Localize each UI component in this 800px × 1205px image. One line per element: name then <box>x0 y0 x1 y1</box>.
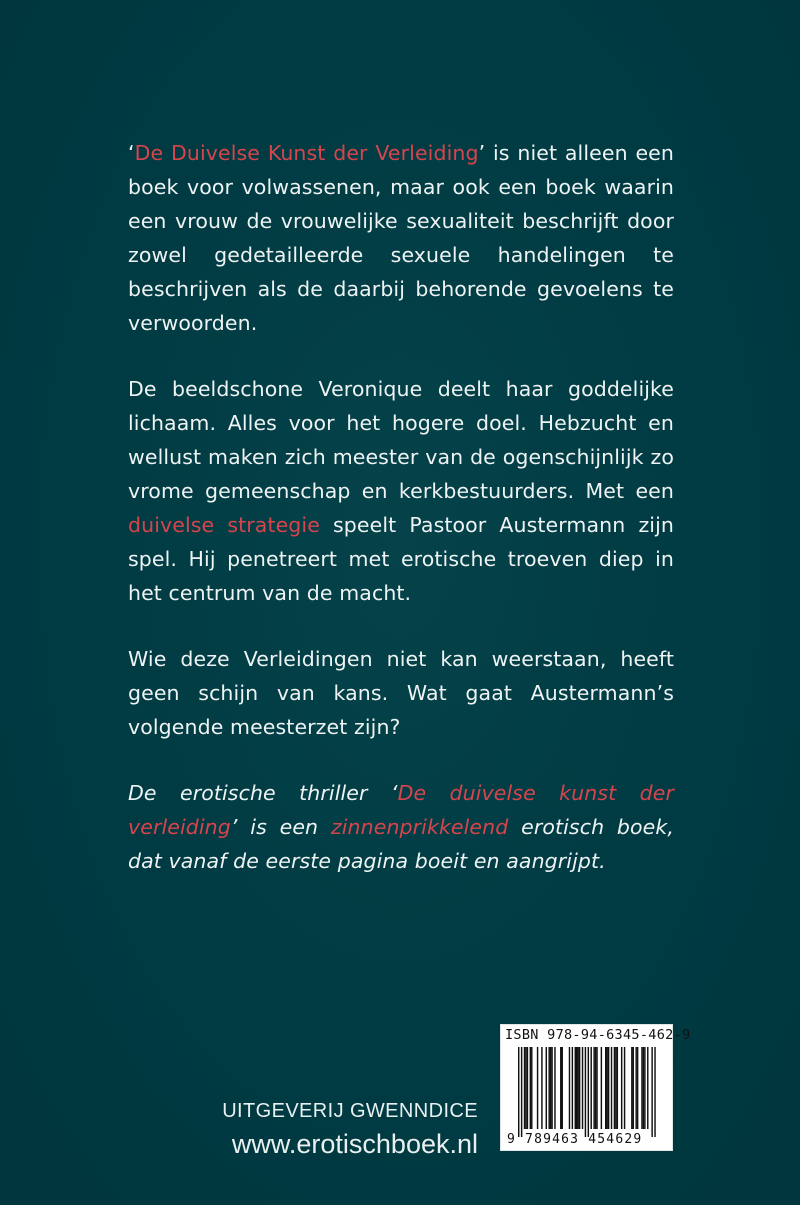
barcode-bar <box>575 1047 576 1129</box>
barcode-bar <box>560 1047 561 1129</box>
book-title-highlight: De Duivelse Kunst der Verleiding <box>134 141 479 165</box>
barcode-bar <box>554 1047 555 1129</box>
barcode-bar <box>647 1047 648 1129</box>
barcode-bar <box>569 1047 570 1129</box>
barcode-bar <box>644 1047 645 1129</box>
zinnenprikkelend-highlight: zinnenprikkelend <box>330 815 509 839</box>
barcode-bar <box>615 1047 616 1129</box>
ean-digits: 9 789463 454629 <box>507 1132 643 1147</box>
blurb-paragraph-2 <box>128 372 674 610</box>
barcode-bar <box>521 1047 522 1137</box>
barcode-bar <box>576 1047 577 1129</box>
barcode-bar <box>524 1047 525 1129</box>
paragraph-1-text: is niet alleen een boek voor volwassenen, maar ook een boek waarin een vrouw de vrouwelijke sexualiteit beschrijft door zowel gedetailleerde sexuele handelingen te beschrijven als de daarbij behorende gevoelens te verwoorden. <box>128 141 674 335</box>
barcode-bar <box>527 1047 528 1129</box>
barcode-bar <box>601 1047 602 1129</box>
barcode-bar <box>624 1047 625 1129</box>
barcode-bar <box>596 1047 597 1129</box>
barcode-bar <box>631 1047 632 1129</box>
blurb-text <box>128 136 674 910</box>
paragraph-2-before: De beeldschone Veronique deelt haar goddelijke lichaam. Alles voor het hogere doel. Hebzucht en wellust maken zich meester van de ogenschijnlijk zo vrome gemeenschap en kerkbestuurders. Met een <box>128 377 674 503</box>
barcode-bar <box>582 1047 583 1129</box>
blurb-paragraph-1 <box>128 136 674 340</box>
barcode-bar <box>606 1047 607 1129</box>
publisher-block <box>200 1098 478 1162</box>
barcode-bar <box>637 1047 638 1129</box>
barcode-bar <box>518 1047 519 1137</box>
barcode-bar <box>572 1047 573 1129</box>
barcode-bar <box>641 1047 642 1129</box>
publisher-url[interactable]: www.erotischboek.nl <box>231 1129 478 1159</box>
paragraph-4-after: erotisch boek, dat vanaf de eerste pagina boeit en aangrijpt. <box>128 815 674 873</box>
barcode-bar <box>585 1047 586 1137</box>
barcode-bar <box>605 1047 606 1129</box>
paragraph-2-after: speelt Pastoor Austermann zijn spel. Hij penetreert met erotische troeven diep in het centrum van de macht. <box>128 513 674 605</box>
barcode-bar <box>608 1047 609 1129</box>
isbn-label: ISBN 978-94-6345-462-9 <box>505 1027 691 1043</box>
barcode-bar <box>588 1047 589 1137</box>
barcode-bar <box>614 1047 615 1129</box>
open-quote: ‘ <box>128 141 135 165</box>
book-title-highlight-italic: De duivelse kunst der verleiding <box>128 781 674 839</box>
strategy-highlight: duivelse strategie <box>128 513 320 537</box>
barcode-bar <box>531 1047 532 1129</box>
barcode-bar <box>541 1047 542 1129</box>
barcode-bar <box>621 1047 622 1129</box>
barcode-bar <box>548 1047 549 1129</box>
close-quote: ’ <box>478 141 486 165</box>
barcode-bar <box>579 1047 580 1129</box>
barcode-bar <box>595 1047 596 1129</box>
barcode-bar <box>617 1047 618 1129</box>
barcode-bar <box>654 1047 655 1137</box>
barcode-bar <box>562 1047 563 1129</box>
barcode-bar <box>591 1047 592 1129</box>
barcode-bar <box>633 1047 634 1129</box>
barcode-bar <box>551 1047 552 1129</box>
publisher-name: UITGEVERIJ GWENNDICE <box>222 1100 478 1122</box>
barcode-bar <box>546 1047 547 1129</box>
barcode-bar <box>537 1047 538 1129</box>
barcode-bar <box>593 1047 594 1129</box>
barcode-bar <box>651 1047 652 1137</box>
close-quote: ’ <box>230 815 238 839</box>
barcode-bar <box>525 1047 526 1129</box>
open-quote: ‘ <box>390 781 398 805</box>
isbn-barcode <box>500 1024 691 1151</box>
barcode-bar <box>577 1047 578 1129</box>
barcode-bar <box>611 1047 612 1129</box>
blurb-paragraph-3: Wie deze Verleidingen niet kan weerstaan, heeft geen schijn van kans. Wat gaat Austermann’s volgende meesterzet zijn? <box>128 647 674 739</box>
barcode-bar <box>550 1047 551 1129</box>
blurb-paragraph-4 <box>128 776 674 878</box>
paragraph-4-middle: is een <box>237 815 331 839</box>
barcode-bar <box>530 1047 531 1129</box>
barcode-bar <box>643 1047 644 1129</box>
barcode-bar <box>635 1047 636 1129</box>
paragraph-4-before: De erotische thriller <box>128 781 391 805</box>
